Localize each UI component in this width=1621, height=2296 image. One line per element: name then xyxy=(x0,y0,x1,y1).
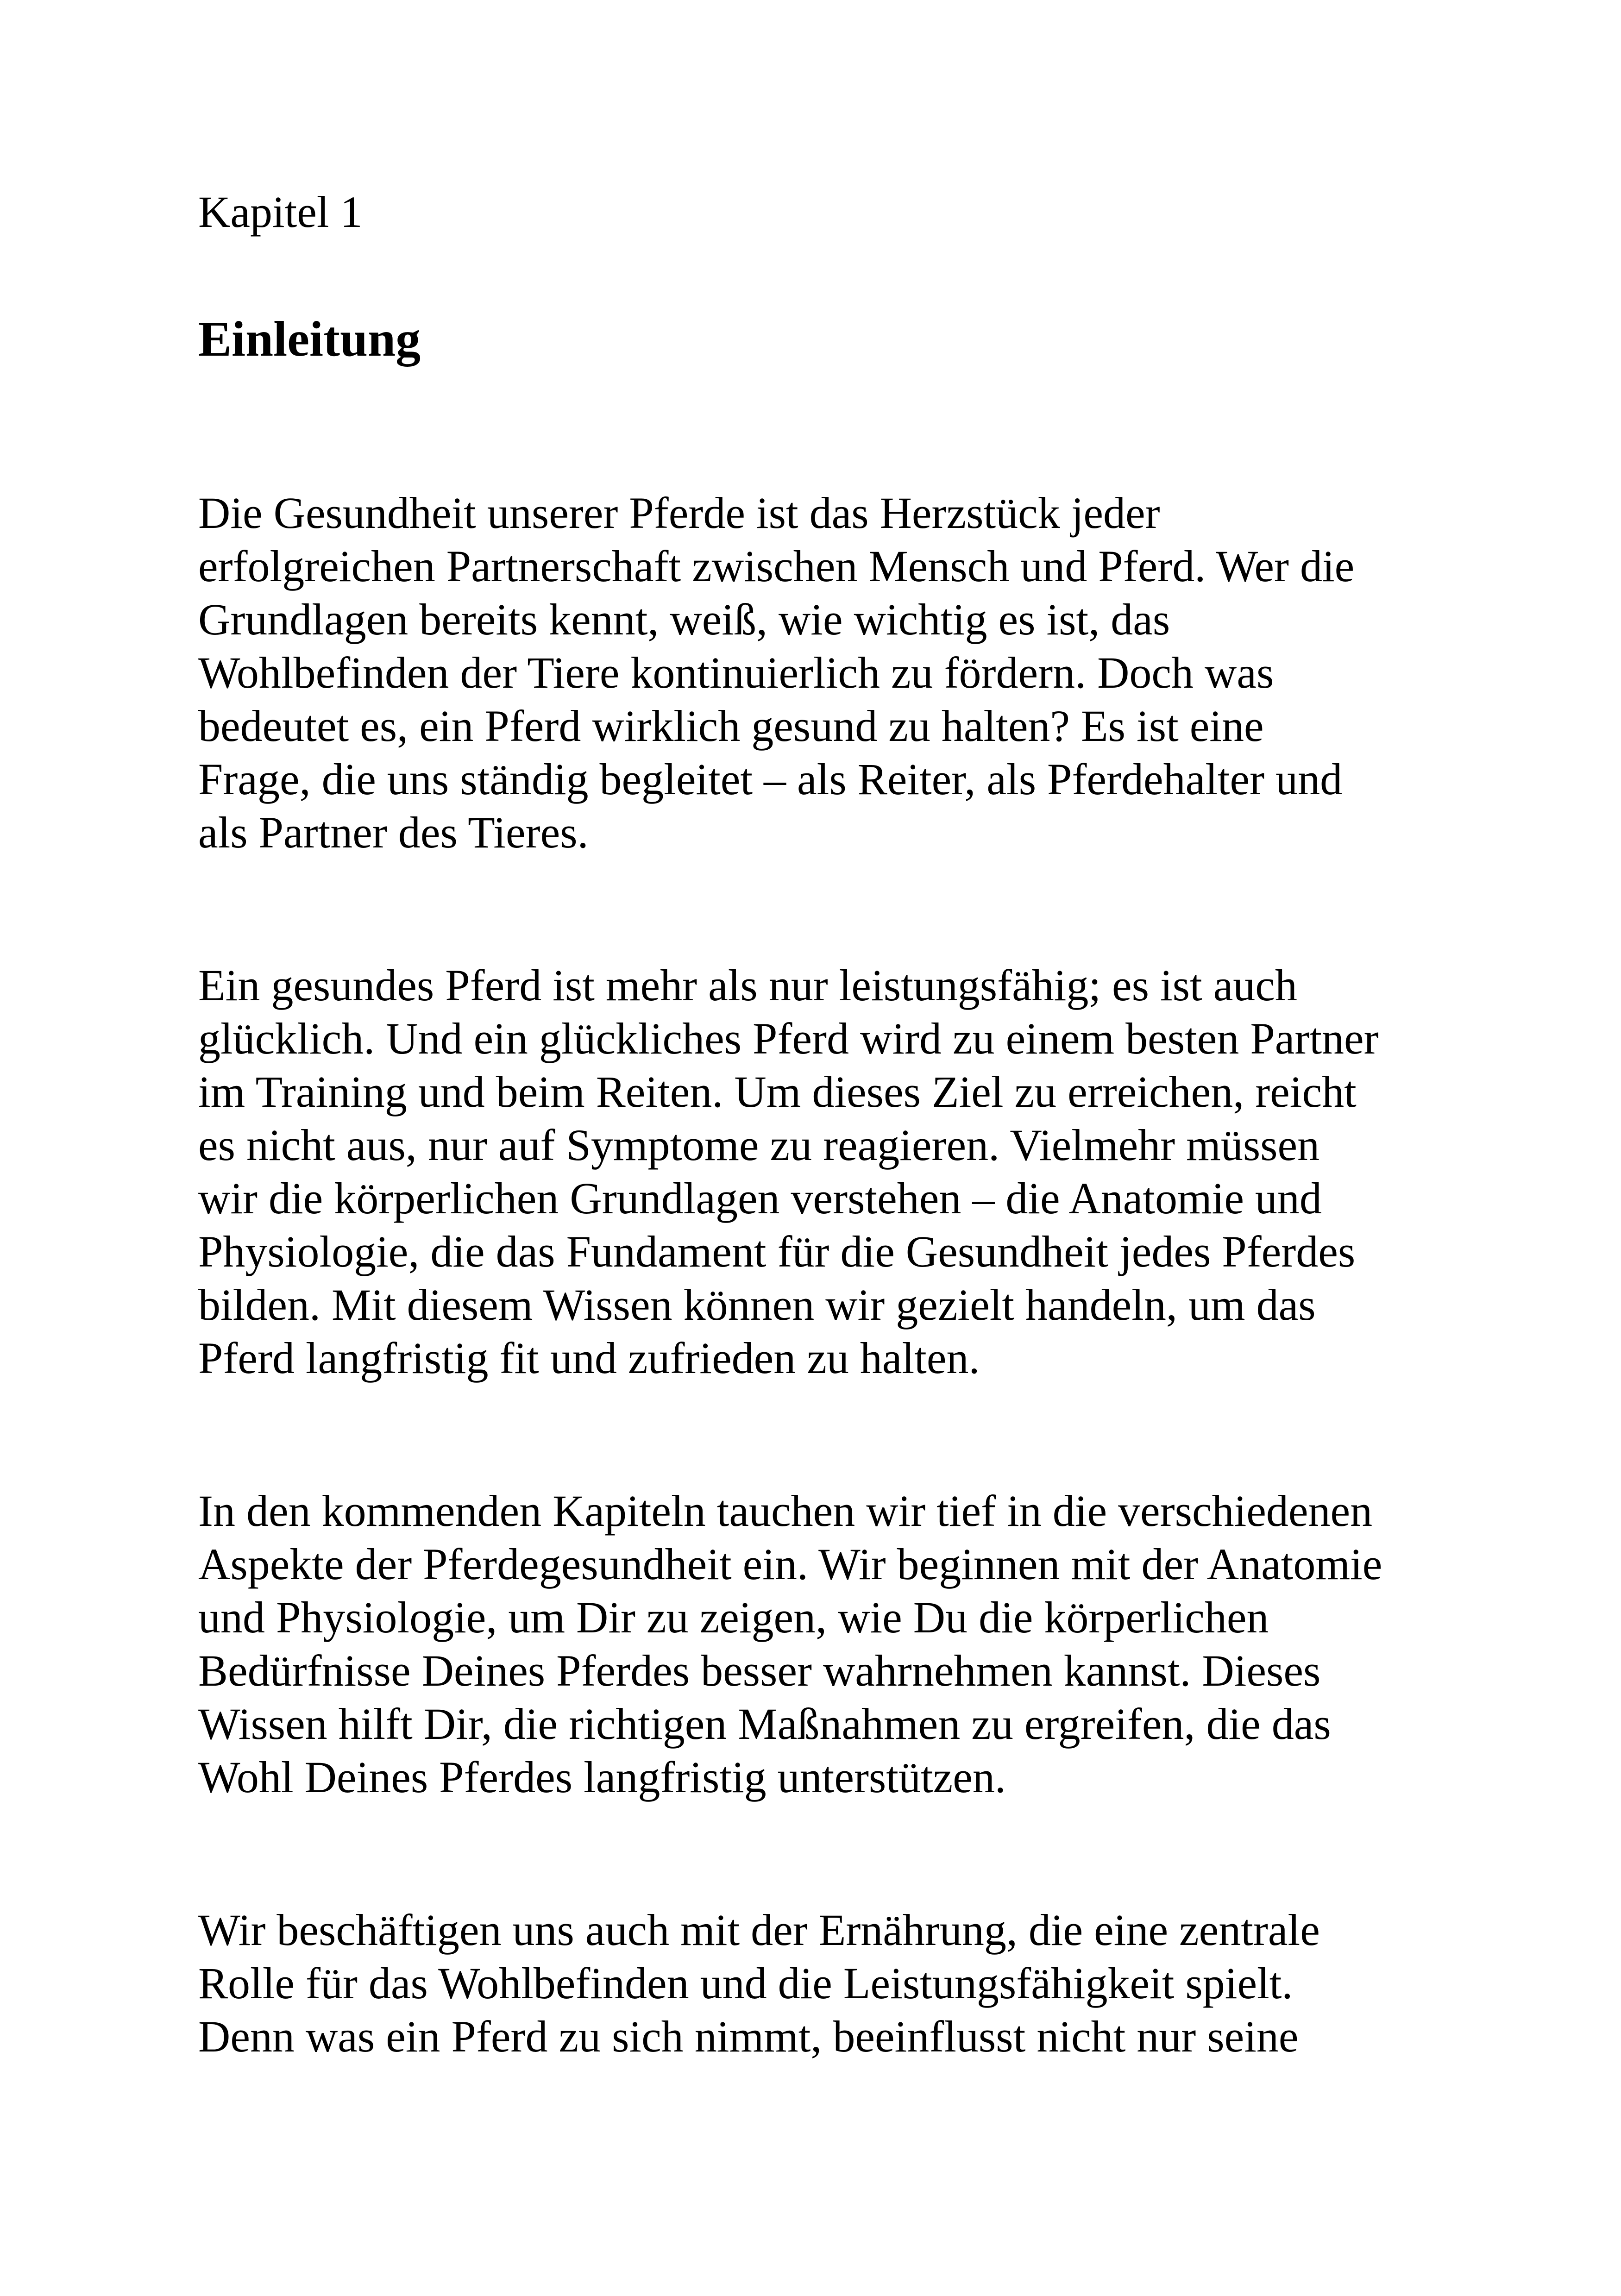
text-line: und Physiologie, um Dir zu zeigen, wie Du die körperlichen xyxy=(198,1593,1269,1642)
text-line: glücklich. Und ein glückliches Pferd wird zu einem besten Partner xyxy=(198,1014,1379,1063)
text-line: Wissen hilft Dir, die richtigen Maßnahmen zu ergreifen, die das xyxy=(198,1699,1331,1749)
chapter-title: Einleitung xyxy=(198,312,421,367)
text-line: Bedürfnisse Deines Pferdes besser wahrnehmen kannst. Dieses xyxy=(198,1646,1321,1695)
text-line: Wir beschäftigen uns auch mit der Ernährung, die eine zentrale xyxy=(198,1905,1320,1955)
text-line: In den kommenden Kapiteln tauchen wir tief in die verschiedenen xyxy=(198,1486,1373,1536)
paragraph xyxy=(198,959,1541,1385)
text-line: es nicht aus, nur auf Symptome zu reagieren. Vielmehr müssen xyxy=(198,1120,1320,1170)
paragraph xyxy=(198,486,1541,859)
text-line: Rolle für das Wohlbefinden und die Leistungsfähigkeit spielt. xyxy=(198,1958,1293,2008)
text-line: Grundlagen bereits kennt, weiß, wie wichtig es ist, das xyxy=(198,595,1170,644)
text-line: Pferd langfristig fit und zufrieden zu halten. xyxy=(198,1333,980,1383)
paragraph xyxy=(198,1484,1541,1804)
text-line: Frage, die uns ständig begleitet – als Reiter, als Pferdehalter und xyxy=(198,754,1343,804)
text-line: Ein gesundes Pferd ist mehr als nur leistungsfähig; es ist auch xyxy=(198,960,1297,1010)
text-line: im Training und beim Reiten. Um dieses Ziel zu erreichen, reicht xyxy=(198,1067,1357,1117)
text-line: bilden. Mit diesem Wissen können wir gezielt handeln, um das xyxy=(198,1280,1316,1330)
paragraph xyxy=(198,1903,1541,2063)
chapter-label: Kapitel 1 xyxy=(198,187,363,237)
text-line: bedeutet es, ein Pferd wirklich gesund zu halten? Es ist eine xyxy=(198,701,1264,751)
text-line: Physiologie, die das Fundament für die Gesundheit jedes Pferdes xyxy=(198,1227,1356,1276)
text-line: Aspekte der Pferdegesundheit ein. Wir beginnen mit der Anatomie xyxy=(198,1539,1382,1589)
text-line: Die Gesundheit unserer Pferde ist das Herzstück jeder xyxy=(198,488,1160,538)
text-line: Wohlbefinden der Tiere kontinuierlich zu fördern. Doch was xyxy=(198,648,1274,697)
text-line: als Partner des Tieres. xyxy=(198,808,589,857)
text-line: Wohl Deines Pferdes langfristig unterstützen. xyxy=(198,1752,1006,1802)
text-line: Denn was ein Pferd zu sich nimmt, beeinflusst nicht nur seine xyxy=(198,2012,1299,2061)
text-line: wir die körperlichen Grundlagen verstehen – die Anatomie und xyxy=(198,1173,1322,1223)
text-line: erfolgreichen Partnerschaft zwischen Mensch und Pferd. Wer die xyxy=(198,541,1355,591)
